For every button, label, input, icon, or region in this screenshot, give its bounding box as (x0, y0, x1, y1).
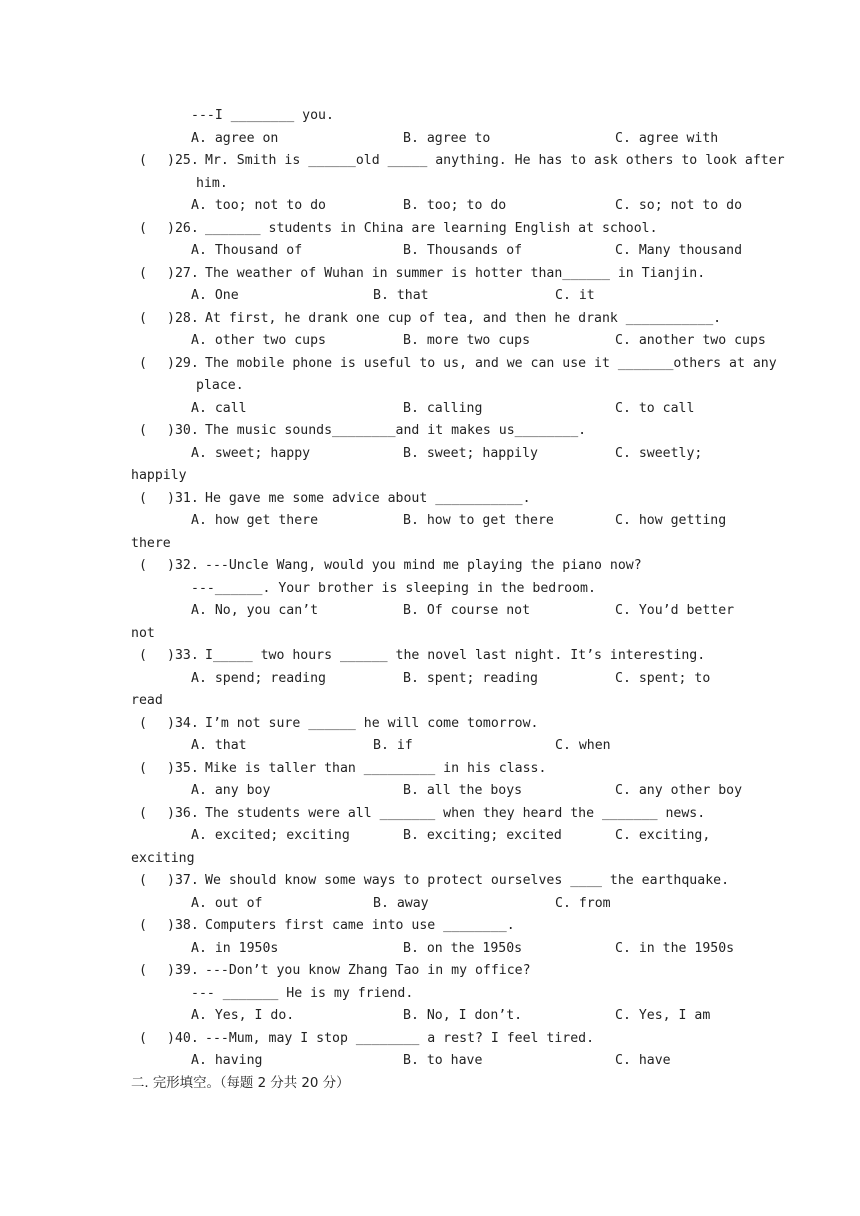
options-row (131, 398, 741, 421)
option-b: B. No, I don’t. (403, 1008, 523, 1023)
option-a: A. that (191, 738, 247, 753)
options-row (131, 443, 741, 466)
option-c: C. You’d better (615, 603, 735, 618)
answer-paren: ( (139, 963, 147, 978)
options-row (131, 825, 741, 848)
question-text: The students were all _______ when they heard the _______ news. (205, 805, 706, 821)
question-number: )35. (167, 760, 199, 776)
options-row (131, 600, 741, 623)
option-wrap: read (131, 693, 163, 708)
option-a: A. spend; reading (191, 670, 326, 686)
question-line (131, 1028, 741, 1051)
option-wrap: there (131, 535, 171, 551)
option-c: C. to call (615, 400, 695, 416)
option-c: C. exciting, (615, 828, 711, 843)
question-text: I_____ two hours ______ the novel last night. It’s interesting. (205, 648, 706, 663)
option-c: C. so; not to do (615, 198, 743, 213)
question-text: _______ students in China are learning English at school. (205, 220, 658, 236)
question-line (131, 263, 741, 286)
option-b: B. that (373, 288, 429, 303)
option-b: B. agree to (403, 130, 491, 146)
answer-paren: ( (139, 715, 147, 731)
option-b: B. away (373, 895, 429, 911)
option-b: B. all the boys (403, 783, 523, 798)
option-a: A. in 1950s (191, 940, 279, 956)
answer-paren: ( (139, 805, 147, 821)
answer-paren: ( (139, 648, 147, 663)
question-text: ---Mum, may I stop ________ a rest? I feel tired. (205, 1030, 595, 1046)
answer-paren: ( (139, 490, 147, 506)
option-b: B. sweet; happily (403, 445, 538, 461)
options-row (131, 735, 741, 758)
answer-paren: ( (139, 153, 147, 168)
option-b: B. if (373, 738, 413, 753)
question-line (131, 915, 741, 938)
option-a: A. how get there (191, 513, 319, 528)
option-b: B. more two cups (403, 333, 531, 348)
option-a: A. any boy (191, 783, 271, 798)
question-text: Computers first came into use ________. (205, 918, 515, 933)
option-wrap: exciting (131, 850, 195, 866)
answer-paren: ( (139, 873, 147, 888)
question-line (131, 645, 741, 668)
options-row (131, 938, 741, 961)
options-row (131, 240, 741, 263)
option-a: A. Thousand of (191, 243, 303, 258)
option-c: C. spent; to (615, 670, 711, 686)
option-c: C. have (615, 1053, 671, 1068)
option-a: A. call (191, 400, 247, 416)
answer-paren: ( (139, 265, 147, 281)
options-row (131, 128, 741, 151)
question-text: At first, he drank one cup of tea, and then he drank ___________. (205, 310, 722, 326)
question-text: ---Don’t you know Zhang Tao in my office? (205, 963, 531, 978)
option-b: B. Thousands of (403, 243, 523, 258)
question-number: )32. (167, 558, 199, 573)
answer-paren: ( (139, 220, 147, 236)
question-line (131, 870, 741, 893)
question-continuation: ---______. Your brother is sleeping in the bedroom. (191, 580, 596, 596)
question-continuation: him. (196, 175, 228, 191)
question-text: The mobile phone is useful to us, and we can use it _______others at any (205, 355, 777, 371)
option-a: A. other two cups (191, 333, 326, 348)
option-c: C. another two cups (615, 333, 766, 348)
option-a: A. having (191, 1053, 263, 1068)
question-number: )31. (167, 490, 199, 506)
question-line (131, 960, 741, 983)
question-number: )33. (167, 648, 199, 663)
question-number: )30. (167, 423, 199, 438)
question-text: He gave me some advice about ___________. (205, 490, 531, 506)
option-a: A. out of (191, 895, 263, 911)
question-line (131, 758, 741, 781)
question-text: The music sounds________and it makes us________. (205, 423, 587, 438)
option-b: B. calling (403, 400, 483, 416)
option-c: C. from (555, 895, 611, 911)
answer-paren: ( (139, 423, 147, 438)
option-c: C. in the 1950s (615, 940, 735, 956)
options-row (131, 668, 741, 691)
option-a: A. sweet; happy (191, 445, 311, 461)
question-continuation: --- _______ He is my friend. (191, 985, 414, 1001)
option-b: B. on the 1950s (403, 940, 523, 956)
option-b: B. spent; reading (403, 670, 538, 686)
options-row (131, 195, 741, 218)
option-c: C. when (555, 738, 611, 753)
question-number: )39. (167, 963, 199, 978)
question-number: )27. (167, 265, 199, 281)
question-number: )37. (167, 873, 199, 888)
question-text: ---Uncle Wang, would you mind me playing the piano now? (205, 558, 642, 573)
options-row (131, 1050, 741, 1073)
answer-paren: ( (139, 310, 147, 326)
question-text: The weather of Wuhan in summer is hotter than______ in Tianjin. (205, 265, 706, 281)
question-line (131, 488, 741, 511)
question-line (131, 308, 741, 331)
option-a: A. One (191, 288, 239, 303)
question-number: )26. (167, 220, 199, 236)
answer-paren: ( (139, 760, 147, 776)
question-continuation: ---I ________ you. (191, 108, 334, 123)
question-line (131, 713, 741, 736)
option-a: A. Yes, I do. (191, 1008, 295, 1023)
question-text: Mike is taller than _________ in his class. (205, 760, 547, 776)
option-a: A. too; not to do (191, 198, 326, 213)
answer-paren: ( (139, 1030, 147, 1046)
option-c: C. how getting (615, 513, 727, 528)
exam-document (131, 105, 785, 1095)
question-number: )36. (167, 805, 199, 821)
options-row (131, 780, 741, 803)
question-line (131, 218, 741, 241)
question-line (131, 150, 785, 173)
option-b: B. Of course not (403, 603, 531, 618)
option-b: B. to have (403, 1053, 483, 1068)
options-row (131, 330, 766, 353)
answer-paren: ( (139, 355, 147, 371)
question-number: )34. (167, 715, 199, 731)
option-c: C. Many thousand (615, 243, 743, 258)
option-b: B. too; to do (403, 198, 507, 213)
question-line (131, 555, 741, 578)
question-text: We should know some ways to protect ourselves ____ the earthquake. (205, 873, 730, 888)
options-row (131, 285, 741, 308)
options-row (131, 893, 741, 916)
option-wrap: happily (131, 468, 187, 483)
section-heading: 二. 完形填空。（每题 2 分共 20 分） (131, 1075, 350, 1091)
question-number: )28. (167, 310, 199, 326)
option-a: A. No, you can’t (191, 603, 319, 618)
option-c: C. it (555, 288, 595, 303)
question-number: )29. (167, 355, 199, 371)
option-a: A. agree on (191, 130, 279, 146)
option-c: C. agree with (615, 130, 719, 146)
option-wrap: not (131, 625, 155, 641)
question-number: )25. (167, 153, 199, 168)
option-b: B. exciting; excited (403, 828, 562, 843)
question-text: Mr. Smith is ______old _____ anything. He has to ask others to look after (205, 153, 785, 168)
question-text: I’m not sure ______ he will come tomorrow. (205, 715, 539, 731)
question-line (131, 420, 741, 443)
question-line (131, 803, 741, 826)
options-row (131, 1005, 741, 1028)
option-a: A. excited; exciting (191, 828, 350, 843)
answer-paren: ( (139, 918, 147, 933)
answer-paren: ( (139, 558, 147, 573)
question-number: )38. (167, 918, 199, 933)
question-number: )40. (167, 1030, 199, 1046)
options-row (131, 510, 741, 533)
option-c: C. any other boy (615, 783, 743, 798)
option-b: B. how to get there (403, 513, 554, 528)
question-line (131, 353, 777, 376)
question-continuation: place. (196, 378, 244, 393)
option-c: C. Yes, I am (615, 1008, 711, 1023)
option-c: C. sweetly; (615, 445, 703, 461)
